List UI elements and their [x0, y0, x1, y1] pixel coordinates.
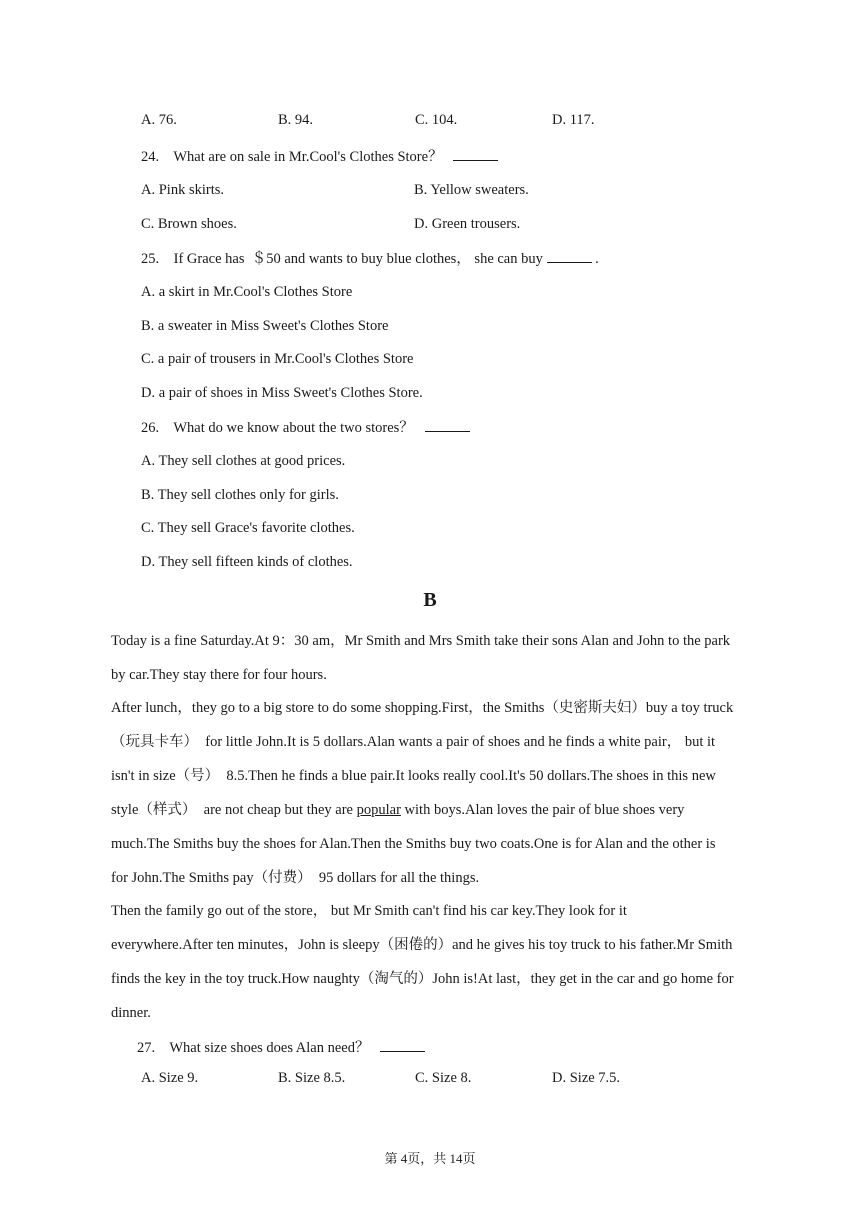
q24-options-row1: [141, 180, 687, 200]
q25-stem-text: 25. If Grace has ＄50 and wants to buy blue clothes， she can buy: [141, 251, 547, 267]
q26-stem-text: 26. What do we know about the two stores？: [141, 420, 425, 436]
section-heading: B: [423, 589, 437, 611]
q26-option-b: B. They sell clothes only for girls.: [141, 487, 339, 503]
q24-option-b: B. Yellow sweaters.: [414, 182, 529, 198]
q24-stem-text: 24. What are on sale in Mr.Cool's Clothes Store？: [141, 149, 454, 165]
passage-text: with boys.Alan loves the pair of blue shoes very: [400, 802, 685, 818]
q27-option-a: A. Size 9.: [141, 1070, 199, 1086]
answer-blank: [547, 248, 592, 263]
q27-option-b: B. Size 8.5.: [278, 1070, 346, 1086]
passage-line: for John.The Smiths pay（付费） 95 dollars for all the things.: [111, 870, 480, 886]
q27-stem: [137, 1037, 425, 1058]
passage-line: everywhere.After ten minutes，John is sleepy（困倦的）and he gives his toy truck to his father.Mr Smith: [111, 937, 733, 953]
q26-stem: [141, 417, 470, 438]
q27-option-c: C. Size 8.: [415, 1070, 472, 1086]
q24-stem: [141, 146, 498, 167]
passage-line: [111, 800, 684, 820]
page-footer: 第 4页，共 14页: [384, 1151, 476, 1166]
q25-option-d: D. a pair of shoes in Miss Sweet's Clothes Store.: [141, 385, 423, 401]
answer-blank: [425, 417, 470, 432]
q25-stem-tail: .: [591, 251, 599, 267]
passage-line: by car.They stay there for four hours.: [111, 667, 327, 683]
passage-text: style（样式） are not cheap but they are: [111, 802, 357, 818]
q23-option-b: B. 94.: [278, 112, 314, 128]
passage-line: much.The Smiths buy the shoes for Alan.Then the Smiths buy two coats.One is for Alan and the other is: [111, 836, 716, 852]
q25-option-a: A. a skirt in Mr.Cool's Clothes Store: [141, 284, 353, 300]
passage-line: finds the key in the toy truck.How naughty（淘气的）John is!At last，they get in the car and go home for: [111, 971, 734, 987]
q27-stem-text: 27. What size shoes does Alan need？: [137, 1040, 381, 1056]
q25-option-c: C. a pair of trousers in Mr.Cool's Clothes Store: [141, 351, 414, 367]
q24-options-row2: [141, 214, 687, 234]
answer-blank: [380, 1037, 425, 1052]
q23-option-d: D. 117.: [552, 112, 595, 128]
passage-line: After lunch，they go to a big store to do some shopping.First，the Smiths（史密斯夫妇）buy a toy truck: [111, 700, 734, 716]
answer-blank: [453, 146, 498, 161]
q26-option-d: D. They sell fifteen kinds of clothes.: [141, 554, 353, 570]
underlined-word-popular: popular: [356, 802, 401, 818]
q27-option-d: D. Size 7.5.: [552, 1070, 621, 1086]
q24-option-d: D. Green trousers.: [414, 216, 521, 232]
q23-option-a: A. 76.: [141, 112, 177, 128]
passage-line: isn't in size（号） 8.5.Then he finds a blue pair.It looks really cool.It's 50 dollars.The shoes in this new: [111, 768, 716, 784]
passage-line: Today is a fine Saturday.At 9：30 am，Mr Smith and Mrs Smith take their sons Alan and John to the park: [111, 633, 731, 649]
q27-options: [141, 1070, 689, 1087]
passage-line: （玩具卡车） for little John.It is 5 dollars.Alan wants a pair of shoes and he finds a white pair， but it: [111, 734, 716, 750]
q26-option-c: C. They sell Grace's favorite clothes.: [141, 520, 355, 536]
q24-option-a: A. Pink skirts.: [141, 182, 224, 198]
q25-option-b: B. a sweater in Miss Sweet's Clothes Store: [141, 318, 389, 334]
q24-option-c: C. Brown shoes.: [141, 216, 237, 232]
passage-line: Then the family go out of the store， but Mr Smith can't find his car key.They look for it: [111, 903, 627, 919]
q25-stem: [141, 248, 599, 269]
passage-line: dinner.: [111, 1005, 151, 1021]
q23-options: [141, 112, 689, 129]
q23-option-c: C. 104.: [415, 112, 458, 128]
q26-option-a: A. They sell clothes at good prices.: [141, 453, 346, 469]
